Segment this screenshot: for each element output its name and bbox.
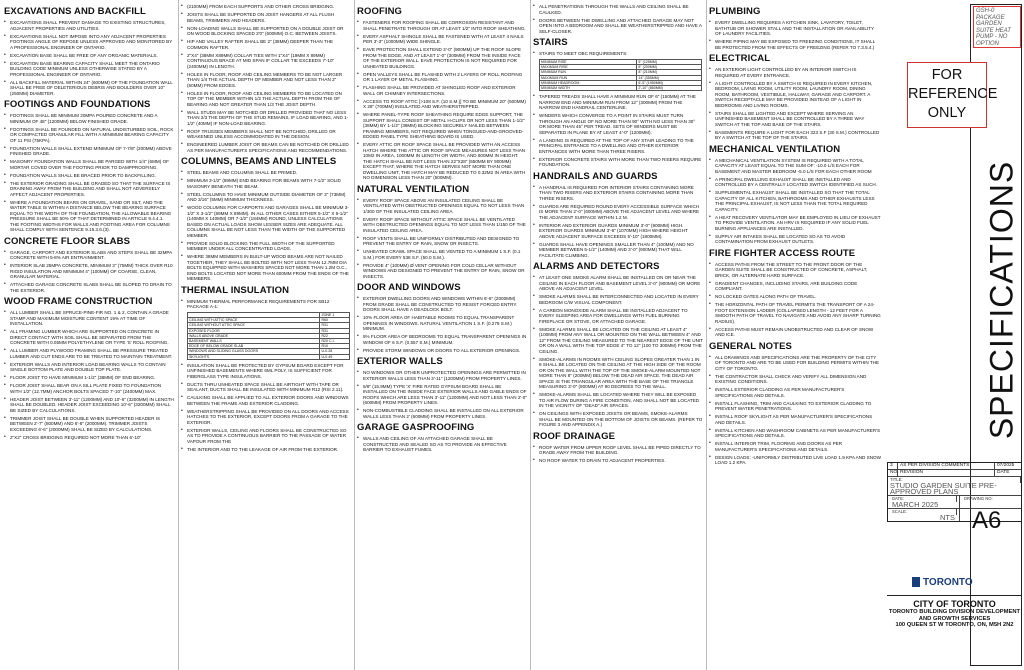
section-heading: DOOR AND WINDOWS [357, 282, 461, 293]
section-heading: WOOD FRAME CONSTRUCTION [4, 296, 153, 307]
spec-item: • JOISTS SHALL BE SUPPORTED ON JOIST HANGERS AT ALL FLUSH BEAMS, TRIMMERS AND HEADERS. [181, 12, 351, 23]
spec-item: • AN EXTERIOR LIGHT CONTROLLED BY AN INTERIOR SWITCH IS REQUIRED AT EVERY ENTRANCE. [709, 67, 881, 78]
spec-item: • ROOF VENTS SHALL BE UNIFORMLY DISTRIBUTED AND DESIGNED TO PREVENT THE ENTRY OF RAIN, SNOW OR INSECTS. [357, 236, 527, 247]
section-heading: ELECTRICAL [709, 53, 771, 64]
spec-column-2 [181, 4, 351, 664]
spec-item: • INSULATION SHALL BE PROTECTED BY GYPSUM BOARD EXCEPT FOR UNFINISHED BASEMENTS WHERE 6ML POLY, IS SUFFICIENT FOR FIBERGLASS TYPE INSULATIONS. [181, 363, 351, 380]
spec-item: • DUCTS THRU UNHEATED SPACE SHALL BE AIRTIGHT WITH TAPE OR SEALANT, DUCTS SHALL BE INSULATED WITH MINIMUM R12 (RSI 2.11). [181, 382, 351, 393]
spec-item: • INSTALL FLASHING, TRIM AND CAULKING TO EXTERIOR CLADDING TO PREVENT WATER PENETRATIONS. [709, 401, 881, 412]
spec-column-5 [709, 4, 881, 664]
spec-item: • STAIRS SHALL BE LIGHTED AND EXCEPT WHERE SERVING AN UNFINISHED BASEMENT SHALL BE CONTROLLED BY A THREE WAY SWITCH AT THE TOP AND BASE OF THE STAIRS. [709, 111, 881, 128]
section-heading: MECHANICAL VENTILATION [709, 143, 841, 155]
stairs-table-cell: 8" (210MM) [637, 70, 702, 75]
spec-section [4, 296, 174, 440]
spec-item: • WEATHERSTRIPPING SHALL BE PROVIDED ON ALL DOORS AND ACCESS HATCHES TO THE EXTERIOR, EXCEPT DOORS FROM A GARAGE TO THE EXTERIOR. [181, 409, 351, 426]
spec-item: • NO ROOF WATER TO DRAIN TO ADJACENT PROPERTIES. [533, 458, 703, 464]
spec-item: • EVERY ROOF SPACE WITHOUT ATTIC SPACE SHALL BE VENTILATED WITH OBSTRUCTED OPENINGS EQUAL TO NOT LESS THAN 1/150 OF THE INSULATED CEILING AREA. [357, 217, 527, 234]
spec-item: • WOOD COLUMNS FOR CARPORTS AND GARAGES SHALL BE MINIMUM 3-1/2" X 3-1/2" (89MM X 89MM). IN ALL OTHER CASES EITHER 5-1/2" X 5-1/2" (140MM X 140MM) OR 7-1/2" (184MM) ROUND, UNLESS CALCULATIONS BASED ON ACTUAL LOADS SHOW LESSER SIZES ARE ADEQUATE. ALL COLUMNS SHALL BE NOT LESS THAN THE WIDTH OF THE SUPPORTED MEMBER. [181, 205, 351, 238]
spec-item: • GRADIENT CHANGES, INCLUDING STAIRS, ARE BUILDING CODE COMPLIANT. [709, 281, 881, 292]
section-heading: PLUMBING [709, 6, 761, 17]
thermal-table-row [188, 354, 350, 359]
thermal-table-cell: SKYLIGHTS [188, 354, 320, 359]
stairs-table-cell: MAXIMUM RISE [540, 65, 637, 70]
spec-section [357, 6, 527, 181]
package-stamp: GSH-0 PACKAGE GARDEN SUITE HEAT PUMP - NO OPTION [973, 6, 1021, 48]
spec-item: • EXCAVATION BASE SHALL BE FREE OF ANY ORGANIC MATERIALS. [4, 53, 174, 59]
spec-item: • ACCESS PATHS MUST REMAIN UNOBSTRUCTED AND CLEAR OF SNOW AND ICE. [709, 327, 881, 338]
spec-item: • HIP AND VALLEY RAFTER SHALL BE 2" (38MM) DEEPER THAN THE COMMON RAFTER. [181, 39, 351, 50]
spec-item: • NO WINDOWS OR OTHER UNPROTECTED OPENINGS ARE PERMITTED IN EXTERIOR WALLS LESS THAN 3'-11" (1200MM) FROM PROPERTY LINES. [357, 370, 527, 381]
spec-section [4, 6, 174, 96]
spec-item: • FASTENERS FOR ROOFING SHALL BE CORROSION RESISTANT AND SHALL PENETRATE THROUGH OR AT LEAST 1/2" INTO ROOF SHEATHING. [357, 20, 527, 31]
stairs-table-cell: 6'-5" (1950MM) [637, 80, 702, 85]
spec-column-4 [533, 4, 703, 664]
spec-section [533, 171, 703, 259]
spec-section [181, 156, 351, 282]
spec-item: • NON-COMBUSTIBLE CLADDING SHALL BE INSTALLED ON ALL EXTERIOR WALLS LESS THAN 2' (600MM) FROM PROPERTY LINES. [357, 408, 527, 419]
spec-item: • INSTALL ROOF SKYLIGHT AS PER MANUFACTURER'S SPECIFICATIONS AND DETAILS. [709, 414, 881, 425]
spec-item: • A HANDRAIL IS REQUIRED FOR INTERIOR STAIRS CONTAINING MORE THAN TWO RISERS AND EXTERIOR STAIRS CONTAINING MORE THAN THREE RISERS. [533, 185, 703, 202]
spec-section [709, 6, 881, 50]
stairs-table-cell: 8" (200MM) [637, 65, 702, 70]
thermal-table: ZONE 1 CEILING WITH ATTIC SPACE R60 CEILING WITHOUT ATTIC SPACE R31 EXPOSED FLOOR R31 WALLS ABOVE GRADE R22 BASEMENT WALLS R20 C.I. EDGE OF BELOW GRADE SLAB R10 WINDOWS AND SLIDING GLASS DOORS U-0.28 SKYLIGHTS U-0.49 [187, 312, 350, 360]
spec-item: • DESIGN LOADS: -UNIFORMLY DISTRIBUTED LIVE LOAD 1.9 KPA AND SNOW LOAD 1.2 KPA. [709, 455, 881, 466]
date-col-label: DATE [997, 470, 1010, 475]
thermal-table-cell: CEILING WITH ATTIC SPACE [188, 318, 320, 323]
spec-section [4, 99, 174, 233]
project-title: STUDIO GARDEN SUITE PRE-APPROVED PLANS [890, 481, 997, 496]
thermal-table-cell: R60 [320, 318, 350, 323]
thermal-table-cell: R20 C.I. [320, 339, 350, 344]
spec-item: • A LANDING IS REQUIRED AT THE TOP OF ANY STAIR LEADING TO THE PRINCIPAL ENTRANCE TO A DWELLING AND OTHER EXTERIOR ENTRANCES WITH MORE THAN THREE RISERS. [533, 138, 703, 155]
spec-item: • SUPPLEMENTAL EXHAUST SHALL BE INSTALLED SO THAT THE TOTAL CAPACITY OF ALL KITCHEN, BATHROOMS AND OTHER EXHAUSTS LESS THE PRINCIPAL EXHAUST, IS NOT LESS THAN THE TOTAL REQUIRED CAPACITY. [709, 190, 881, 212]
spec-item: • FLASHING SHALL BE PROVIDED AT SHINGLED ROOF AND EXTERIOR WALL OR CHIMNEY INTERSECTIONS. [357, 85, 527, 96]
spec-item: • SMOKE-ALARMS IN ROOMS WITH CEILING SLOPES GREATER THAN 1 IN 8 SHALL BE LOCATED ON THE CEILING AT THE HIGH SIDE OF THE ROOM OR ON THE WALL WITH THE TOP OF THE SMOKE-ALARM MOUNTED NOT MORE THAN 8" (200MM) BELOW THE DEAD AIR SPACE. THE DEAD AIR SPACE IS THE TRIANGULAR AREA WITH THE BASE OF THE TRIANGLE MEASURING 3'-0" (900MM) AT 90 DEGREES TO THE WALL. [533, 357, 703, 390]
spec-section [4, 236, 174, 294]
spec-item: • CAULKING SHALL BE APPLIED TO ALL EXTERIOR DOORS AND WINDOWS BETWEEN THE FRAME AND EXTERIOR CLADDING. [181, 395, 351, 406]
rev-description: AS PER DIVISION COMMENTS [898, 463, 995, 469]
spec-section [181, 285, 351, 360]
rev-no: 3 [888, 463, 898, 469]
section-heading: GARAGE GASPROOFING [357, 422, 475, 433]
spec-section [533, 261, 703, 428]
spec-item: • UNHEATED CRAWL SPACE SHALL BE VENTED TO A MINIMUM 1 S.F. (0.1 S.M.) FOR EVERY 538 S.F. (50.0 S.M.). [357, 249, 527, 260]
drawing-number: A6 [972, 507, 1002, 534]
spec-item: • WINDERS WHICH CONVERGE TO A POINT IN STAIRS MUST TURN THROUGH AN ANGLE OF NO MORE THAN 90° WITH NO LESS THAN 30° OR MORE THAN 45° PER TREAD. SETS OF WINDERS MUST BE SEPARATED IN PLANE BY AT LEAST 4'-0" (1200MM). [533, 113, 703, 135]
drawing-date: MARCH 2025 [892, 500, 939, 509]
spec-section [709, 53, 881, 141]
spec-section [533, 431, 703, 464]
spec-item: • EVERY ASPHALT SHINGLE SHALL BE FASTENED WITH AT LEAST 4 NAILS PER 3'-3" (1000MM) WIDE SHINGLE. [357, 34, 527, 45]
city-name: CITY OF TORONTO [913, 599, 996, 609]
spec-item: • ON CEILINGS WITH EXPOSED JOISTS OR BEAMS, SMOKE-ALARMS SHALL BE MOUNTED ON THE BOTTOM OF JOISTS OR BEAMS. (REFER TO FIGURE 3 AND APPENDIX A.) [533, 411, 703, 428]
thermal-table-cell: WALLS ABOVE GRADE [188, 333, 320, 338]
spec-item: • EVERY ROOF SPACE ABOVE AN INSULATED CEILING SHALL BE VENTILATED WITH OBSTRUCTED OPENINGS EQUAL TO NOT LESS THAN 1/300 OF THE INSULATED CEILING AREA. [357, 198, 527, 215]
divider-mid [354, 0, 355, 670]
spec-item: • FLOOR JOIST SHALL BEAR ON A SILL PLATE FIXED TO FOUNDATION WITH 1/2" (12.7MM) ANCHOR BOLTS SPACED 7'-10" (2400MM) MAX. [4, 383, 174, 394]
spec-item: • PROVIDE STORM WINDOWS OR DOORS TO ALL EXTERIOR OPENINGS. [357, 348, 527, 354]
title-block-table [887, 462, 1022, 522]
spec-item: • STAIRS TO MEET OBC REQUIREMENTS: [533, 51, 703, 57]
thermal-table-cell: BASEMENT WALLS [188, 339, 320, 344]
stairs-table [539, 59, 702, 91]
spec-item: • ACCESS PATHS FROM THE STREET TO THE FRONT DOOR OF THE GARDEN SUITE SHALL BE CONSTRUCTED OF CONCRETE, ASPHALT, BRICK, OR ALTERNATE HARD SURFACE. [709, 262, 881, 279]
division-name: TORONTO BUILDING DIVISION DEVELOPMENT AND GROWTH SERVICES [888, 609, 1021, 622]
spec-item: • ALL BACKFILL MATERIAL WITHIN 24" (600MM) OF THE FOUNDATION WALL SHALL BE FREE OF DELETERIOUS DEBRIS AND BOULDERS OVER 10" (250MM) DIAMETER. [4, 80, 174, 97]
spec-section [533, 94, 703, 168]
thermal-table-cell: CEILING WITHOUT ATTIC SPACE [188, 323, 320, 328]
spec-item: • PROVIDE 4" (100MM) Ø VENT OPENING FOR COLD CELLAR WITHOUT WINDOWS AND DESIGNED TO PREVENT THE ENTRY OF RAIN, SNOW OR INSECTS. [357, 263, 527, 280]
spec-item: • EXCAVATIONS SHALL NOT IMPOSE INTO ANY ADJACENT PROPERTIES FOOTINGS ANGLE OF REPOSE UNLESS APPROVED AND MONITORED BY A PROFESSIONAL ENGINEER OF ONTARIO. [4, 34, 174, 51]
spec-item: • MASONRY FOUNDATION WALLS SHALL BE PARGED WITH 1/4" (6MM) OF MORTAR COVED OVER THE FOOTING PRIOR TO DAMPPROOFING. [4, 159, 174, 170]
spec-section [709, 341, 881, 466]
spec-item: • INTERIOR AND EXTERIOR GUARDS MINIMUM 3'-0" (900MM) HIGH. EXTERIOR GUARDS MINIMUM 3'-6" (1070MM) HIGH WHERE HEIGHT ABOVE ADJACENT SURFACE EXCEEDS 5'-10" (1800MM). [533, 223, 703, 240]
stairs-table-cell: 5" (125MM) [637, 60, 702, 65]
spec-item: • ALL LUMBER SHALL BE SPRUCE-PINE-FIR NO. 1 & 2, CONTAIN A GRADE STAMP AND MAXIMUM MOISTURE CONTENT 19% AT TIME OF INSTALLATION. [4, 310, 174, 327]
spec-item: • EXCAVATIONS SHALL PREVENT DAMAGE TO EXISTING STRUCTURES, ADJACENT PROPERTIES AND UTILITIES. [4, 20, 174, 31]
section-heading: EXTERIOR WALLS [357, 356, 443, 367]
toronto-logo: TORONTO [912, 577, 973, 588]
spec-item: • DOORS BETWEEN THE DWELLING AND ATTACHED GARAGE MAY NOT OPEN INTO A BEDROOM AND SHALL BE WEATHERSTRIPPED AND HAVE A SELF-CLOSER. [533, 18, 703, 35]
spec-item: • WALL STUDS MAY BE NOTCHED OR DRILLED PROVIDED THAT NO LESS THAN 2/3 THE DEPTH OF THE STUD REMAINS, IF LOAD BEARING, AND 1-1/2" (40MM) IF NON-LOAD BEARING. [181, 110, 351, 127]
section-heading: EXCAVATIONS AND BACKFILL [4, 6, 146, 17]
spec-item: • THE HORIZONTAL PATH OF TRAVEL PERMITS THE TRANSPORT OF A 24-FOOT EXTENSION LADDER (COLLAPSED LENGTH - 12 FEET FOR A SMOOTH PATH OF TRAVEL TO NAVIGATE AND AVOID ANY SHARP TURNING RADIUS). [709, 302, 881, 324]
section-heading: CONCRETE FLOOR SLABS [4, 235, 131, 247]
spec-item: • PROVIDE SOLID BLOCKING THE FULL WIDTH OF THE SUPPORTED MEMBER UNDER ALL CONCENTRATED LOADS. [181, 241, 351, 252]
spec-item: • SMOKE ALARMS SHALL BE LOCATED ON THE CEILING AT LEAST 4" (100MM) FROM ANY WALL OR MOUNTED ON THE WALL BETWEEN 4" AND 12" FROM THE CEILING MEASURED TO THE NEAREST EDGE OF THE UNIT OR ON A WALL WITH THE TOP EDGE 4" TO 12" (100 TO 300MM) FROM THE CEILING. [533, 327, 703, 355]
spec-section [533, 4, 703, 34]
stairs-table-cell: MINIMUM HEADROOM [540, 80, 637, 85]
spec-item: • ROOF WATER FROM UPPER ROOF LEVEL SHALL BE PIPED DIRECTLY TO GRADE AWAY FROM THE BUILDING. [533, 445, 703, 456]
revision-header-row [888, 470, 1021, 477]
spec-item: • WHERE PANEL-TYPE ROOF SHEATHING REQUIRE EDGE SUPPORT, THE SUPPORT SHALL CONSIST OF METAL H-CLIPS OR NOT LESS THAN 1-1/2" (38MM) BY 1-1/2" (38MM) BLOCKING SECURELY NAILED BETWEEN FRAMING MEMBERS, NOT REQUIRED WHEN TONGUED-AND-GROOVED-EDGED PANEL TYPE SHEATHING BOARD IS USED. [357, 112, 527, 140]
section-heading: COLUMNS, BEAMS AND LINTELS [181, 156, 337, 167]
spec-item: • STEEL COLUMNS TO HAVE MINIMUM OUTSIDE DIAMETER OF 3" (73MM) AND 3/16" (5MM) MINIMUM THICKNESS. [181, 192, 351, 203]
section-heading: ROOFING [357, 6, 403, 17]
spec-item: • INSTALL INTERIOR TRIM, FLOORING AND DOORS AS PER MANUFACTURER'S SPECIFICATIONS AND DETAILS. [709, 441, 881, 452]
spec-item: • TRIMMER JOIST SHALL BE DOUBLE WHEN SUPPORTED HEADER IS BETWEEN 2'-7" (800MM) AND 6'-6" (2000MM). TRIMMER JOISTS EXCEEDING 6'-6" (2000MM) SHALL BE SIZED BY CALCULATIONS. [4, 416, 174, 433]
thermal-table-cell: R31 [320, 323, 350, 328]
spec-item: • HEADER JOIST BETWEEN 3'-11" (1200MM) AND 10'-6" (3200MM) IN LENGTH SHALL BE DOUBLED. HEADER JOIST EXCEEDING 10'-6" (3200MM) SHALL BE SIZED BY CALCULATIONS. [4, 397, 174, 414]
spec-item: • ACCESS TO ROOF ATTIC [>108 S.F. (10 S.M.)] TO BE MINIMUM 20" (500MM) X 28" (700MM) INSULATED AND WEATHERSTRIPPED. [357, 99, 527, 110]
rev-no-label: NO. [890, 470, 899, 475]
spec-item: • 2"X2" CROSS BRIDGING REQUIRED NOT MORE THAN 6'-10" [4, 435, 174, 441]
spec-section [357, 356, 527, 419]
spec-item: • ALL PENETRATIONS THROUGH THE WALLS AND CEILING SHALL BE CAULKED. [533, 4, 703, 15]
spec-item: • EXCAVATION BASE BEARING CAPACITY SHALL MEET THE ONTARIO BUILDING CODE MINIMUM UNLESS OTHERWISE STATED BY A PROFESSIONAL ENGINEER OF ONTARIO. [4, 61, 174, 78]
toronto-logo-icon [912, 577, 920, 587]
spec-item: • FOOTINGS SHALL BE FOUNDED ON NATURAL UNDISTURBED SOIL, ROCK OR COMPACTED GRANULAR FILL WITH A MINIMUM BEARING CAPACITY OF 11 PSI (75KPA). [4, 127, 174, 144]
address: 100 QUEEN ST W TORONTO, ON, M5H 2N2 [895, 622, 1014, 629]
spec-item: • TAPERED TREADS SHALL HAVE A MINIMUM RUN OF 6" (150MM) AT THE NARROW END AND MINIMUM RUN FROM 12" (300MM) FROM THE NARROW END HANDRAIL CENTERLINE. [533, 94, 703, 111]
divider-right-2 [706, 0, 707, 670]
rev-date: 07/2025 [997, 463, 1015, 468]
section-heading: ROOF DRAINAGE [533, 430, 616, 442]
spec-item: • ROOF TRUSSES MEMBERS SHALL NOT BE NOTCHED, DRILLED OR WEAKENED UNLESS ACCOMMODATED IN THE DESIGN. [181, 129, 351, 140]
spec-item: • ATTACHED GARAGE CONCRETE SLABS SHALL BE SLOPED TO DRAIN TO THE EXTERIOR. [4, 282, 174, 293]
sheet-title: SPECIFICATIONS [983, 160, 1020, 440]
stairs-table-cell: MINIMUM WIDTH [540, 86, 637, 91]
spec-section [357, 422, 527, 453]
spec-item: • THE CONTRACTOR SHALL CHECK AND VERIFY ALL DIMENSION AND EXISTING CONDITIONS. [709, 374, 881, 385]
spec-item: • EXTERIOR DWELLING DOORS AND WINDOWS WITHIN 6'-6" (2000MM) FROM GRADE SHALL BE CONSTRUCTED TO RESIST FORCED ENTRY. DOORS SHALL HAVE A DEADLOCK BOLT. [357, 296, 527, 313]
title-label: TITLE: [888, 477, 1021, 483]
spec-item: • SUPPLY AIR INTAKES SHALL BE LOCATED SO AS TO AVOID CONTAMINATION FROM EXHAUST OUTLETS. [709, 234, 881, 245]
thermal-table-cell: U-0.49 [320, 354, 350, 359]
spec-item: • FLOOR JOIST TO HAVE MINIMUM 1-1/2" (38MM) OF END BEARING. [4, 375, 174, 381]
spec-section [357, 184, 527, 280]
spec-item: • 2"X4" (38MM X89MM) COLLAR TIES WITH 1"X4" (19MM X 89MM) CONTINUOUS BRACE AT MID SPAN IF COLLAR TIE EXCEEDS 7'-10" (2400MM) IN LENGTH. [181, 53, 351, 70]
spec-item: • MINIMUM 3-1/2" (89MM) END BEARING FOR BEAMS WITH 7-1/2" SOLID MASONRY BENEATH THE BEAM. [181, 178, 351, 189]
spec-item: • ALL FRAMING LUMBER WHICH ARE SUPPORTED ON CONCRETE IN DIRECT CONTACT WITH SOIL SHALL BE SEPARATED FROM THE CONCRETE WITH 0.05MM POLYETHYLENE OR TYPE 'S' ROLL ROOFING. [4, 329, 174, 346]
stairs-table-cell: MAXIMUM RUN [540, 75, 637, 80]
spec-item: • INSTALL KITCHEN AND WASHROOM CABINETS AS PER MANUFACTURER'S SPECIFICATIONS AND DETAILS. [709, 428, 881, 439]
spec-item: • GARAGE, CARPORT AND EXTERIOR SLABS AND STEPS SHALL BE 32MPA CONCRETE WITH 5-8% AIR ENTRAINMENT. [4, 250, 174, 261]
title-row [888, 477, 1021, 496]
spec-section [181, 4, 351, 153]
divider-left [178, 0, 179, 670]
spec-item: • EXTERIOR WALLS, CEILING AND FLOORS SHALL BE CONSTRUCTED SO AS TO PROVIDE A CONTINUOUS BARRIER TO THE PASSAGE OF WATER VAPOUR FROM THE [181, 428, 351, 445]
section-heading: FIRE FIGHTER ACCESS ROUTE [709, 247, 856, 259]
thermal-table-cell: EXPOSED FLOOR [188, 328, 320, 333]
spec-item: • EXTERIOR WALLS AND INTERIOR LOAD BEARING WALLS TO CONTAIN SINGLE BOTTOM PLATE AND DOUBLE TOP PLATE. [4, 362, 174, 373]
spec-item: • 10% FLOOR AREA OF HABITABLE ROOMS TO EQUAL TRANSPARENT OPENINGS IN WINDOWS. NATURAL VENTILATION 1 S.F. (0.279 S.M.) MINIMUM. [357, 315, 527, 332]
spec-item: • ENGINEERED LUMBER JOIST OR BEAMS CAN BE NOTCHED OR DRILLED AS PER MANUFACTURER'S SPECIFICATIONS AND RECOMMENDATIONS. [181, 142, 351, 153]
spec-item: • THE EXTERIOR GRADING SHALL BE GRADED SO THAT THE SURFACE IS DRAINING AWAY FROM THE BUILDING AND SHALL NOT ADVERSELY AFFECT ADJACENT PROPERTIES. [4, 181, 174, 198]
spec-item: • SMOKE-ALARMS SHALL BE LOCATED WHERE THEY WILL BE EXPOSED TO AIR FLOW DURING A FIRE CONDITION, AND SHALL NOT BE LOCATED IN THE VICINITY OF "DEAD" AIR SPACES. [533, 392, 703, 409]
revision-label: REVISION [898, 470, 995, 476]
spec-column-3 [357, 4, 527, 664]
thermal-table-cell: EDGE OF BELOW GRADE SLAB [188, 344, 320, 349]
spec-item: • NO LOCKED GATES ALONG PATH OF TRAVEL. [709, 294, 881, 300]
spec-item: • EVERY DWELLING REQUIRES A KITCHEN SINK, LAVATORY, TOILET, BATHTUB OR SHOWER STALL AND THE INSTALLATION OR AVAILABILITY OF LAUNDRY FACILITIES. [709, 20, 881, 37]
spec-item: • A HEAT RECOVERY VENTILATOR MAY BE EMPLOYED IN LIEU OF EXHAUST TO PROVIDE VENTILATION. AN HRV IS REQUIRED IF ANY SOLID FUEL BURNING APPLIANCES ARE INSTALLED. [709, 215, 881, 232]
spec-item: • THE INTERIOR AND TO THE LEAKAGE OF AIR FROM THE EXTERIOR. [181, 447, 351, 453]
spec-item: • WHERE A FOUNDATION BEARS ON GRAVEL, SAND OR SILT, AND THE WATER TABLE IS WITHIN A DISTANCE BELOW THE BEARING SURFACE EQUAL TO THE WIDTH OF THE FOUNDATION, THE ALLOWABLE BEARING PRESSURE SHALL BE 50% OF THAT DETERMINED IN ARTICLE 9.4.4.1. THE FOOTING WIDTHS FOR WALLS AND FOOTING AREA FOR COLUMNS SHALL COMPLY WITH SENTENCE 9.15.3.6.(3). [4, 200, 174, 233]
reference-only-note: FOR REFERENCE ONLY [907, 62, 987, 128]
spec-item: • WHERE 38MM MEMBERS IN BUILT-UP WOOD BEAMS ARE NOT NAILED TOGETHER, THEY SHALL BE BOLTED WITH NOT LESS THAN 12.7MM DIA BOLTS EQUIPPED WITH WASHERS SPACED NOT MORE THAN 1.2M O.C., END BOLTS LOCATED NOT MORE THAN 600MM FROM THE ENDS OF THE MEMBERS. [181, 254, 351, 282]
spec-item: • A MECHANICAL VENTILATION SYSTEM IS REQUIRED WITH A TOTAL CAPACITY AT LEAST EQUAL TO THE SUM OF: -10.0 L/S EACH FOR BASEMENT AND MASTER BEDROOM -5.0 L/S FOR EACH OTHER ROOM [709, 158, 881, 175]
stairs-table-cell: 2'-10" (860MM) [637, 86, 702, 91]
scale-label: SCALE: [890, 509, 957, 515]
section-heading: FOOTINGS AND FOUNDATIONS [4, 99, 151, 110]
spec-item: • BASEMENTS REQUIRE A LIGHT FOR EACH 323 S.F (30 S.M.) CONTROLLED BY A SWITCH AT THE TOP OF THE STAIRS. [709, 130, 881, 141]
spec-item: • (2100MM) FROM EACH SUPPORTS AND OTHER CROSS BRIDGING. [181, 4, 351, 10]
spec-item: • HOLES IN FLOOR, ROOF AND CEILING MEMBERS TO BE LOCATED ON TOP OF THE MEMBER WITHIN 1/2 THE ACTUAL DEPTH FROM THE OF BEARING AND NOT GREATER THAN 1/3 THE JOIST DEPTH. [181, 91, 351, 108]
city-block [887, 595, 1022, 629]
thermal-table-cell: WINDOWS AND SLIDING GLASS DOORS [188, 349, 320, 354]
spec-item: • FOOTINGS SHALL BE MINIMUM 20MPA POURED CONCRETE AND A MINIMUM OF 48" (1200MM) BELOW FINISHED GRADE. [4, 113, 174, 124]
spec-section [533, 37, 703, 91]
stairs-table-row [540, 86, 702, 91]
spec-item: • GUARDS ARE REQUIRED ROUND EVERY ACCESSIBLE SURFACE WHICH IS MORE THAN 2'-0" (600MM) ABOVE THE ADJACENT LEVEL AND WHERE THE ADJACENT SURFACE WITHIN 1.2 M. [533, 204, 703, 221]
spec-item: • STEEL BEAMS AND COLUMNS SHALL BE PRIMED. [181, 170, 351, 176]
spec-item: • GUARDS SHALL HAVE OPENINGS SMALLER THAN 4" (100MM) AND NO MEMBER BETWEEN 5-1/2" (140MM) AND 3'-0" (900MM) THAT WILL FACILITATE CLIMBING. [533, 242, 703, 259]
spec-item: • FOUNDATION WALLS SHALL BE BRACED PRIOR TO BACKFILLING. [4, 173, 174, 179]
spec-item: • OPEN VALLEYS SHALL BE FLASHED WITH 2 LAYERS OF ROLL ROOFING OR 1 LAYER OF METAL FLASHING. [357, 72, 527, 83]
spec-section [709, 144, 881, 245]
spec-item: • ALL LUMBER AND PLYWOOD FRAMING SHALL BE PRESSURE TREATED LUMBER AND CUT ENDS ARE TO BE TREATED TO MAINTAIN TREATMENT. [4, 348, 174, 359]
section-heading: ALARMS AND DETECTORS [533, 261, 660, 273]
date-label: DATE: [890, 496, 957, 502]
spec-item: • HOLES IN FLOOR, ROOF AND CEILING MEMBERS TO BE NOT LARGER THAN 1/4 THE ACTUAL DEPTH OF MEMBER AND NOT LESS THAN 2" (50MM) FROM EDGES. [181, 72, 351, 89]
spec-section [181, 363, 351, 453]
spec-item: • WALLS AND CEILING OF AN ATTACHED GARAGE SHALL BE CONSTRUCTED AND SEALED SO AS TO PROVIDE AN EFFECTIVE BARRIER TO EXHAUST FUMES. [357, 436, 527, 453]
spec-item: • NON-LOADING WALLS SHALL BE SUPPORTED ON A DOUBLE JOIST OR ON WOOD BLOCKING SPACED 2'0" (600MM) O.C. BETWEEN JOISTS. [181, 26, 351, 37]
spec-item: • AT LEAST ONE SMOKE ALARM SHALL BE INSTALLED ON OR NEAR THE CEILING IN EACH FLOOR AND BASEMENT LEVEL 3'-0" (900MM) OR MORE ABOVE AN ADJACENT LEVEL. [533, 275, 703, 292]
thermal-table-cell: U-0.28 [320, 349, 350, 354]
divider-right [530, 0, 531, 670]
spec-item: • ALL DRAWINGS AND SPECIFICATIONS ARE THE PROPERTY OF THE CITY OF TORONTO AND ARE TO BE USED FOR BUILDING PERMITS WITHIN THE CITY OF TORONTO. [709, 355, 881, 372]
revision-row [888, 463, 1021, 470]
drawing-no-label: DRAWING NO: [964, 496, 993, 501]
spec-item: • MINIMUM THERMAL PERFORMANCE REQUIREMENTS FOR SB12 PACKAGE A-1: [181, 299, 351, 310]
spec-item: • A PRINCIPAL DWELLING EXHAUST SHALL BE INSTALLED AND CONTROLLED BY A CENTRALLY LOCATED SWITCH IDENTIFIED AS SUCH. [709, 177, 881, 188]
thermal-table-cell: R31 [320, 328, 350, 333]
spec-item: • FOUNDATION WALLS SHALL EXTEND MINIMUM OF 7-7/8" (200MM) ABOVE FINISHED GRADE. [4, 146, 174, 157]
section-heading: HANDRAILS AND GUARDS [533, 170, 658, 182]
spec-item: • WHERE PIPING MAY BE EXPOSED TO FREEZING CONDITIONS, IT SHALL BE PROTECTED FROM THE EFFECTS OF FREEZING (REFER TO 7.3.5.4.) [709, 39, 881, 50]
section-heading: THERMAL INSULATION [181, 284, 290, 296]
section-heading: GENERAL NOTES [709, 340, 792, 352]
thermal-table-cell: R22 [320, 333, 350, 338]
spec-item: • 5% FLOOR AREA OF BEDROOMS TO EQUAL TRANSPARENT OPENINGS IN WINDOW OF 6 S.F. (0.557 S.M.) MINIMUM. [357, 334, 527, 345]
section-heading: STAIRS [533, 37, 568, 48]
thermal-table-cell: R10 [320, 344, 350, 349]
spec-item: • EXTERIOR CONCRETE STAIRS WITH MORE THAN TWO RISERS REQUIRE FOUNDATION. [533, 157, 703, 168]
spec-item: • INSTALL EXTERIOR CLADDING AS PER MANUFACTURER'S SPECIFICATIONS AND DETAILS. [709, 387, 881, 398]
stairs-table-cell: MINIMUM RUN [540, 70, 637, 75]
spec-item: • A LIGHT CONTROLLED BY A SWITCH IS REQUIRED IN EVERY KITCHEN, BEDROOM, LIVING ROOM, UTILITY ROOM, LAUNDRY ROOM, DINING ROOM, BATHROOM, VESTIBULE, HALLWAY, GARAGE AND CARPORT. A SWITCH RECEPTACLE MAY BE PROVIDED INSTEAD OF A LIGHT IN BEDROOMS AND LIVING ROOMS. [709, 81, 881, 109]
spec-section [709, 248, 881, 338]
stairs-table-cell: 14" (355MM) [637, 75, 702, 80]
spec-item: • EVERY ATTIC OR ROOF SPACE SHALL BE PROVIDED WITH AN ACCESS HATCH WHERE THE ATTIC OR ROOF SPACE MEASURES NOT LESS THAN 10M2 IN AREA, 1000MM IN LENGTH OR WIDTH, AND 600MM IN HEIGHT. THE HATCH SHALL BE NOT LESS THAN 22"X28" (550MM BY 900MM) EXCEPT THAT, WHERE THE HATCH SERVES NOT MORE THAN ONE DWELLING UNIT, THE HATCH MAY BE REDUCED TO 0.32M2 IN AREA WITH NO DIMENSION LESS THAN 20" (500MM). [357, 142, 527, 181]
spec-item: • EAVE PROTECTION SHALL EXTEND 3'-0" (900MM) UP THE ROOF SLOPE FROM THE EDGE, AND AT LEAST 1'-0" (300MM) FROM THE INSIDE FACE OF THE EXTERIOR WALL. EAVE PROTECTION IS NOT REQUIRED FOR UNHEATED BUILDINGS. [357, 47, 527, 69]
spec-item: • A CARBON MONOXIDE ALARM SHALL BE INSTALLED ADJACENT TO EVERY SLEEPING AREA FOR DWELLINGS WITH FUEL BURNING FIREPLACE OR STOVE, OR ATTACHED GARAGE. [533, 308, 703, 325]
stairs-table-cell: MINIMUM RISE [540, 60, 637, 65]
spec-item: • 5/8" (15.9MM) TYPE 'X' FIRE RATED GYPSUM BOARD SHALL BE INSTALLED ON THE INSIDE FACE EXTERIOR WALLS AND GABLE ENDS OF ROOFS WHICH ARE LESS THAN 3'-11" (1200MM) AND NOT LESS THAN 2'-0" (600MM) FROM PROPERTY LINES. [357, 384, 527, 406]
drawing-scale: NTS [940, 513, 955, 522]
spec-section [357, 282, 527, 353]
spec-item: • INTERIOR SLAB 25MPA CONCRETE, MINIMUM 3" (75MM) THICK OVER R10 RIGID INSULATION AND MINIMUM 4" (100MM) OF COARSE, CLEAN, GRANULAR MATERIAL. [4, 263, 174, 280]
spec-column-1 [4, 4, 174, 664]
section-heading: NATURAL VENTILATION [357, 183, 470, 195]
spec-item: • SMOKE ALARMS SHALL BE INTERCONNECTED AND LOCATED IN EVERY BEDROOM C/W VISUAL COMPONENT. [533, 294, 703, 305]
